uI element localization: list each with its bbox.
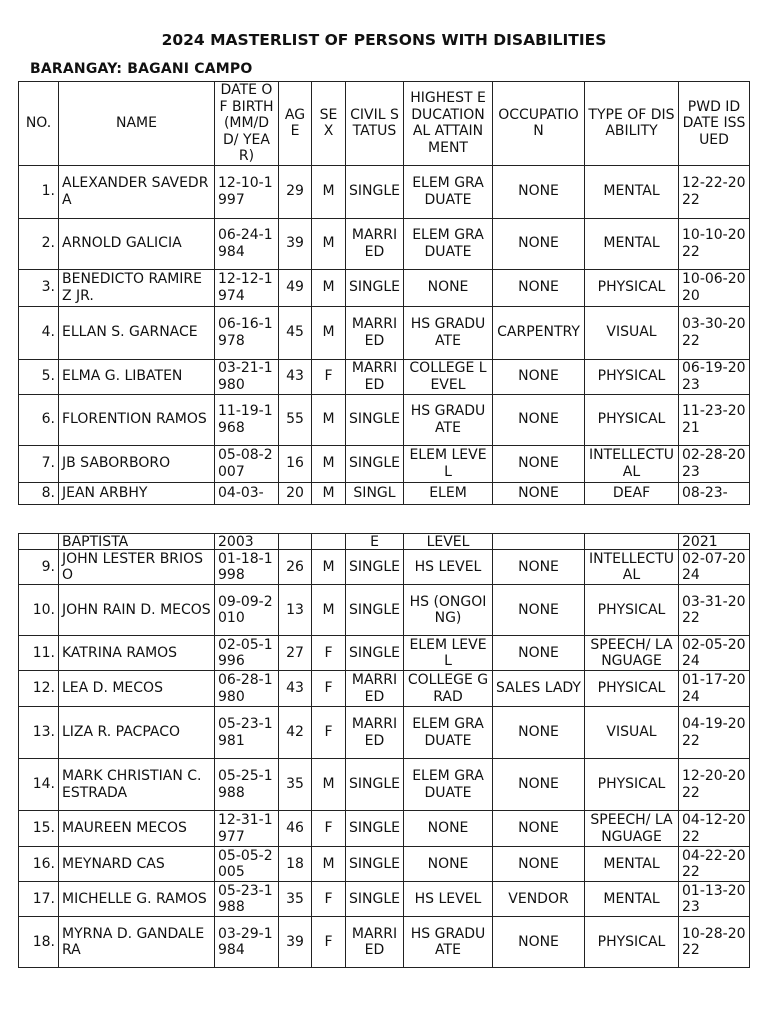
cell-dob: 05-25-1988 xyxy=(215,759,279,811)
cell-pwd-id-date: 02-05-2024 xyxy=(679,636,750,671)
cell-no: 3. xyxy=(19,269,59,306)
cell-dob: 03-21-1980 xyxy=(215,359,279,394)
cell-pwd-id-date: 01-17-2024 xyxy=(679,671,750,707)
cell-disability-type: PHYSICAL xyxy=(585,269,679,306)
header-age: AGE xyxy=(279,82,312,166)
cell-occupation: VENDOR xyxy=(493,882,585,917)
cell-dob: 03-29-1984 xyxy=(215,917,279,968)
cell-occupation: NONE xyxy=(493,359,585,394)
cell-occupation: NONE xyxy=(493,585,585,636)
masterlist-table xyxy=(18,81,750,505)
cell-civil-status: MARRIED xyxy=(346,707,404,759)
table-row xyxy=(19,394,750,445)
cell-no: 16. xyxy=(19,847,59,882)
cell-age: 35 xyxy=(279,759,312,811)
cell-dob: 06-16-1978 xyxy=(215,306,279,359)
header-pwd-id-date: PWD ID DATE ISSUED xyxy=(679,82,750,166)
cell-civil-status: SINGLE xyxy=(346,882,404,917)
cell-disability-type: PHYSICAL xyxy=(585,917,679,968)
cell-pwd-id-date: 10-28-2022 xyxy=(679,917,750,968)
cell-education: HS (ONGOING) xyxy=(404,585,493,636)
cell-pwd-id-date: 12-20-2022 xyxy=(679,759,750,811)
cell-sex: F xyxy=(312,882,346,917)
cell-pwd-id-date: 04-12-2022 xyxy=(679,811,750,847)
cell-dob: 05-08-2007 xyxy=(215,445,279,482)
cell-education: ELEM GRADUATE xyxy=(404,218,493,269)
cell-civil-status: MARRIED xyxy=(346,306,404,359)
cell-disability-type: VISUAL xyxy=(585,306,679,359)
cell-dob: 12-10-1997 xyxy=(215,165,279,218)
cell-name: MAUREEN MECOS xyxy=(59,811,215,847)
cell-no: 7. xyxy=(19,445,59,482)
cell-age: 20 xyxy=(279,482,312,504)
cell-occupation: NONE xyxy=(493,636,585,671)
table-row xyxy=(19,585,750,636)
cell-occupation: NONE xyxy=(493,811,585,847)
cell-no: 10. xyxy=(19,585,59,636)
cell-no: 11. xyxy=(19,636,59,671)
cell-disability-type: PHYSICAL xyxy=(585,759,679,811)
cell-sex: M xyxy=(312,482,346,504)
cell-age: 29 xyxy=(279,165,312,218)
cell-name: ALEXANDER SAVEDRA xyxy=(59,165,215,218)
cell-occupation: NONE xyxy=(493,847,585,882)
cell-education: ELEM GRADUATE xyxy=(404,165,493,218)
cell-no: 15. xyxy=(19,811,59,847)
cell-sex: F xyxy=(312,917,346,968)
table-row xyxy=(19,811,750,847)
cell-name: MARK CHRISTIAN C. ESTRADA xyxy=(59,759,215,811)
page-title: 2024 MASTERLIST OF PERSONS WITH DISABILITIES xyxy=(161,31,607,49)
cell-civil-status: SINGLE xyxy=(346,811,404,847)
cell-no: 17. xyxy=(19,882,59,917)
cell-civil-status: MARRIED xyxy=(346,359,404,394)
cell-sex: F xyxy=(312,811,346,847)
cell-disability-type: MENTAL xyxy=(585,882,679,917)
cell-age: 13 xyxy=(279,585,312,636)
cell-dob: 06-28-1980 xyxy=(215,671,279,707)
table-row xyxy=(19,269,750,306)
cell-pwd-id-date: 10-10-2022 xyxy=(679,218,750,269)
cell-name: JB SABORBORO xyxy=(59,445,215,482)
cell-civil-status: SINGLE xyxy=(346,269,404,306)
cell-disability-type: PHYSICAL xyxy=(585,394,679,445)
cell-age: 39 xyxy=(279,218,312,269)
table-row xyxy=(19,306,750,359)
cell-age: 45 xyxy=(279,306,312,359)
cell-name: LEA D. MECOS xyxy=(59,671,215,707)
cell-occupation: SALES LADY xyxy=(493,671,585,707)
table-row xyxy=(19,359,750,394)
cell-sex: M xyxy=(312,218,346,269)
cell-civil-status: SINGLE xyxy=(346,550,404,585)
cell-no: 12. xyxy=(19,671,59,707)
cell-education: HS GRADUATE xyxy=(404,306,493,359)
cell-disability-type: PHYSICAL xyxy=(585,585,679,636)
cell-education: ELEM LEVEL xyxy=(404,445,493,482)
cell-pwd-id-date: 2021 xyxy=(679,534,750,550)
cell-education: HS GRADUATE xyxy=(404,394,493,445)
cell-disability-type: MENTAL xyxy=(585,847,679,882)
table-row xyxy=(19,759,750,811)
continuation-row xyxy=(19,534,750,550)
cell-pwd-id-date: 01-13-2023 xyxy=(679,882,750,917)
cell-name: JOHN RAIN D. MECOS xyxy=(59,585,215,636)
cell-pwd-id-date: 03-30-2022 xyxy=(679,306,750,359)
header-name: NAME xyxy=(59,82,215,166)
table-row xyxy=(19,482,750,504)
cell-disability-type: SPEECH/ LANGUAGE xyxy=(585,636,679,671)
cell-name: JEAN ARBHY xyxy=(59,482,215,504)
cell-civil-status: SINGLE xyxy=(346,165,404,218)
cell-education: NONE xyxy=(404,269,493,306)
cell-dob: 05-05-2005 xyxy=(215,847,279,882)
header-no: NO. xyxy=(19,82,59,166)
cell-disability-type: INTELLECTUAL xyxy=(585,445,679,482)
cell-name: FLORENTION RAMOS xyxy=(59,394,215,445)
cell-disability-type: MENTAL xyxy=(585,218,679,269)
cell-occupation: NONE xyxy=(493,550,585,585)
cell-education: ELEM GRADUATE xyxy=(404,707,493,759)
cell-civil-status: E xyxy=(346,534,404,550)
cell-age: 26 xyxy=(279,550,312,585)
cell-no: 14. xyxy=(19,759,59,811)
cell-disability-type: INTELLECTUAL xyxy=(585,550,679,585)
cell-occupation: CARPENTRY xyxy=(493,306,585,359)
table-row xyxy=(19,550,750,585)
cell-no: 9. xyxy=(19,550,59,585)
cell-dob: 05-23-1988 xyxy=(215,882,279,917)
cell-disability-type: DEAF xyxy=(585,482,679,504)
cell-sex: M xyxy=(312,759,346,811)
cell-civil-status: MARRIED xyxy=(346,917,404,968)
cell-age: 16 xyxy=(279,445,312,482)
cell-sex: F xyxy=(312,636,346,671)
cell-no: 6. xyxy=(19,394,59,445)
cell-age: 55 xyxy=(279,394,312,445)
header-education: HIGHEST EDUCATIONAL ATTAINMENT xyxy=(404,82,493,166)
cell-pwd-id-date: 08-23- xyxy=(679,482,750,504)
cell-pwd-id-date: 02-28-2023 xyxy=(679,445,750,482)
cell-dob: 05-23-1981 xyxy=(215,707,279,759)
cell-civil-status: SINGLE xyxy=(346,847,404,882)
cell-no: 2. xyxy=(19,218,59,269)
barangay-label: BARANGAY: BAGANI CAMPO xyxy=(30,61,253,77)
cell-pwd-id-date: 02-07-2024 xyxy=(679,550,750,585)
table-row xyxy=(19,707,750,759)
cell-no: 8. xyxy=(19,482,59,504)
cell-sex: M xyxy=(312,445,346,482)
cell-education: NONE xyxy=(404,847,493,882)
table-row xyxy=(19,445,750,482)
cell-civil-status: SINGLE xyxy=(346,585,404,636)
cell-occupation: NONE xyxy=(493,165,585,218)
cell-sex: M xyxy=(312,847,346,882)
table-row xyxy=(19,917,750,968)
cell-dob: 11-19-1968 xyxy=(215,394,279,445)
cell-no: 13. xyxy=(19,707,59,759)
cell-name: BENEDICTO RAMIREZ JR. xyxy=(59,269,215,306)
header-civil-status: CIVIL STATUS xyxy=(346,82,404,166)
cell-occupation: NONE xyxy=(493,218,585,269)
cell-civil-status: SINGL xyxy=(346,482,404,504)
cell-occupation: NONE xyxy=(493,707,585,759)
cell-pwd-id-date: 06-19-2023 xyxy=(679,359,750,394)
cell-education: COLLEGE LEVEL xyxy=(404,359,493,394)
cell-dob: 04-03- xyxy=(215,482,279,504)
cell-name: JOHN LESTER BRIOSO xyxy=(59,550,215,585)
table-row xyxy=(19,847,750,882)
cell-age: 42 xyxy=(279,707,312,759)
cell-education: NONE xyxy=(404,811,493,847)
header-occupation: OCCUPATION xyxy=(493,82,585,166)
cell-age: 46 xyxy=(279,811,312,847)
cell-civil-status: SINGLE xyxy=(346,759,404,811)
cell-dob: 12-12-1974 xyxy=(215,269,279,306)
cell-occupation: NONE xyxy=(493,482,585,504)
cell-sex: F xyxy=(312,671,346,707)
cell-dob: 06-24-1984 xyxy=(215,218,279,269)
cell-sex: M xyxy=(312,585,346,636)
cell-dob: 2003 xyxy=(215,534,279,550)
table-row xyxy=(19,636,750,671)
cell-sex: F xyxy=(312,359,346,394)
cell-dob: 02-05-1996 xyxy=(215,636,279,671)
table-row xyxy=(19,882,750,917)
cell-education: ELEM xyxy=(404,482,493,504)
cell-sex: M xyxy=(312,550,346,585)
cell-no: 5. xyxy=(19,359,59,394)
cell-education: HS LEVEL xyxy=(404,550,493,585)
cell-name: MEYNARD CAS xyxy=(59,847,215,882)
cell-disability-type: PHYSICAL xyxy=(585,359,679,394)
cell-pwd-id-date: 11-23-2021 xyxy=(679,394,750,445)
cell-education: LEVEL xyxy=(404,534,493,550)
cell-age: 18 xyxy=(279,847,312,882)
cell-age: 35 xyxy=(279,882,312,917)
cell-education: ELEM LEVEL xyxy=(404,636,493,671)
cell-civil-status: SINGLE xyxy=(346,445,404,482)
cell-civil-status: SINGLE xyxy=(346,394,404,445)
table-row xyxy=(19,671,750,707)
header-disability-type: TYPE OF DISABILITY xyxy=(585,82,679,166)
cell-education: HS GRADUATE xyxy=(404,917,493,968)
cell-occupation: NONE xyxy=(493,394,585,445)
cell-occupation: NONE xyxy=(493,759,585,811)
cell-education: COLLEGE GRAD xyxy=(404,671,493,707)
cell-occupation: NONE xyxy=(493,445,585,482)
cell-age: 49 xyxy=(279,269,312,306)
cell-disability-type: MENTAL xyxy=(585,165,679,218)
cell-sex: M xyxy=(312,269,346,306)
cell-name: MYRNA D. GANDALERA xyxy=(59,917,215,968)
cell-disability-type: PHYSICAL xyxy=(585,671,679,707)
cell-name: ELLAN S. GARNACE xyxy=(59,306,215,359)
cell-name: BAPTISTA xyxy=(59,534,215,550)
cell-name: ARNOLD GALICIA xyxy=(59,218,215,269)
cell-sex: M xyxy=(312,306,346,359)
cell-name: MICHELLE G. RAMOS xyxy=(59,882,215,917)
table-row xyxy=(19,218,750,269)
header-row xyxy=(19,82,750,166)
cell-sex: M xyxy=(312,394,346,445)
header-sex: SEX xyxy=(312,82,346,166)
cell-occupation: NONE xyxy=(493,269,585,306)
cell-civil-status: MARRIED xyxy=(346,218,404,269)
cell-pwd-id-date: 12-22-2022 xyxy=(679,165,750,218)
masterlist-table-continued xyxy=(18,533,750,968)
cell-occupation: NONE xyxy=(493,917,585,968)
cell-disability-type: VISUAL xyxy=(585,707,679,759)
cell-dob: 12-31-1977 xyxy=(215,811,279,847)
cell-dob: 01-18-1998 xyxy=(215,550,279,585)
cell-dob: 09-09-2010 xyxy=(215,585,279,636)
cell-name: LIZA R. PACPACO xyxy=(59,707,215,759)
cell-no: 4. xyxy=(19,306,59,359)
cell-age: 43 xyxy=(279,671,312,707)
cell-age: 43 xyxy=(279,359,312,394)
table-row xyxy=(19,165,750,218)
cell-education: HS LEVEL xyxy=(404,882,493,917)
cell-sex: M xyxy=(312,165,346,218)
cell-civil-status: MARRIED xyxy=(346,671,404,707)
cell-disability-type: SPEECH/ LANGUAGE xyxy=(585,811,679,847)
cell-pwd-id-date: 03-31-2022 xyxy=(679,585,750,636)
cell-no: 1. xyxy=(19,165,59,218)
cell-name: KATRINA RAMOS xyxy=(59,636,215,671)
cell-pwd-id-date: 04-19-2022 xyxy=(679,707,750,759)
cell-pwd-id-date: 10-06-2020 xyxy=(679,269,750,306)
cell-education: ELEM GRADUATE xyxy=(404,759,493,811)
cell-no: 18. xyxy=(19,917,59,968)
header-dob: DATE OF BIRTH (MM/DD/ YEAR) xyxy=(215,82,279,166)
cell-civil-status: SINGLE xyxy=(346,636,404,671)
cell-sex: F xyxy=(312,707,346,759)
cell-age: 39 xyxy=(279,917,312,968)
cell-name: ELMA G. LIBATEN xyxy=(59,359,215,394)
cell-pwd-id-date: 04-22-2022 xyxy=(679,847,750,882)
cell-age: 27 xyxy=(279,636,312,671)
